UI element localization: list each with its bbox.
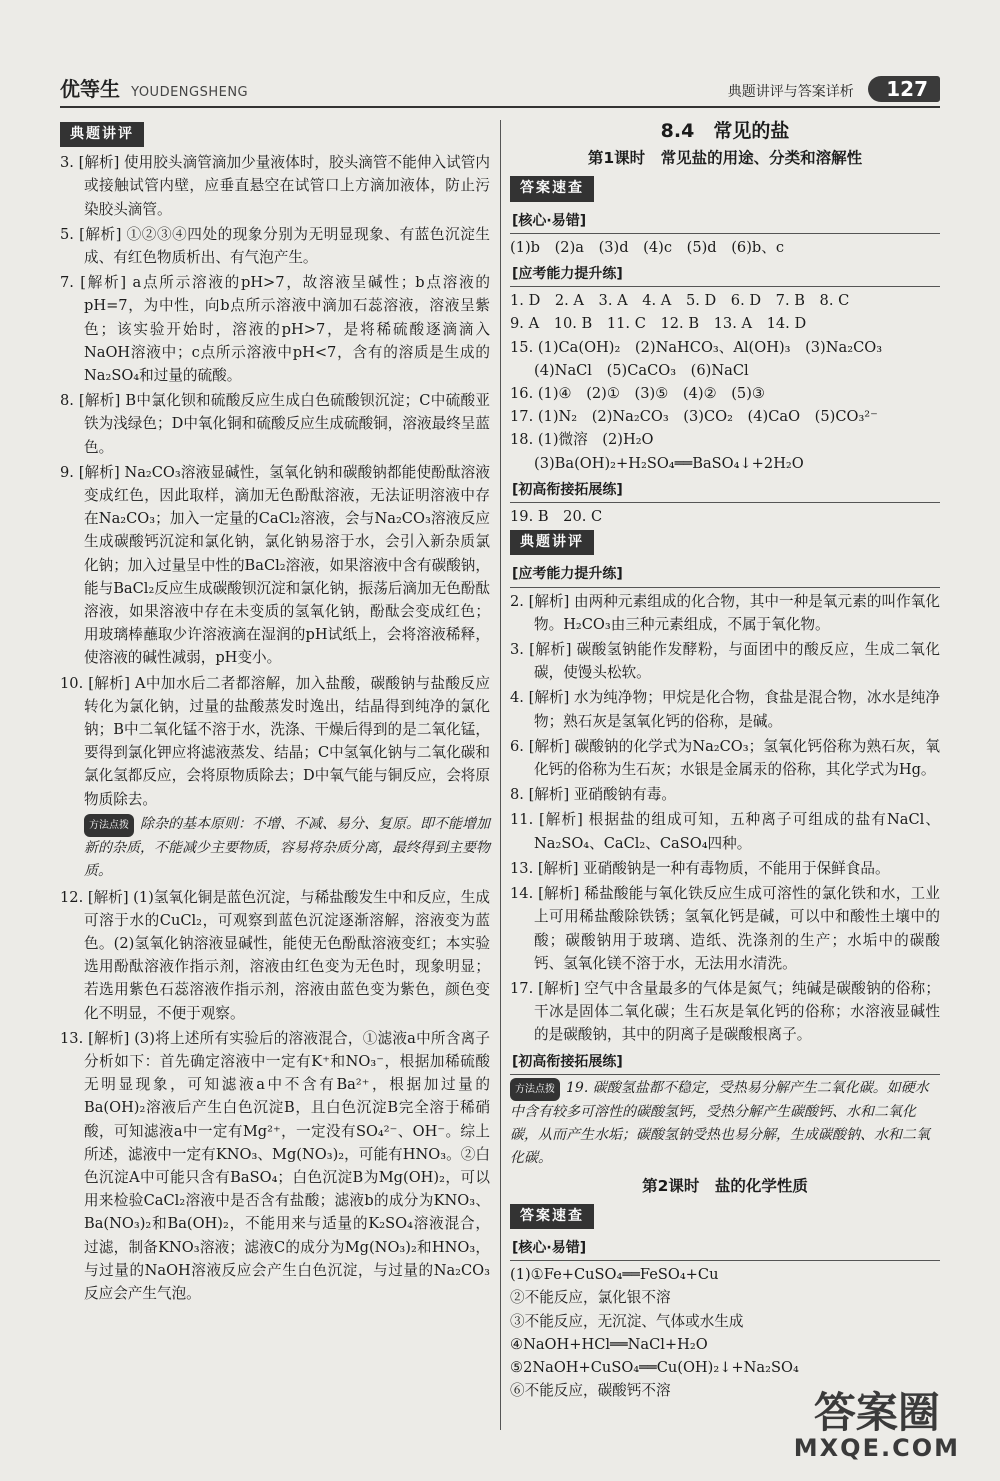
answer-line: ⑥不能反应，碳酸钙不溶 (510, 1382, 671, 1400)
analysis-item: 17. [解析] 空气中含量最多的气体是氮气；纯碱是碳酸钠的俗称；干冰是固体二氧化碳；生石灰是氧化钙的俗称；水溶液显碱性的是碳酸钠，其中的阴离子是碳酸根离子。 (510, 979, 940, 1044)
subheading-core: [核心·易错] (510, 210, 940, 234)
analysis-item: 10. [解析] A中加水后二者都溶解，加入盐酸，碳酸钠与盐酸反应转化为氯化钠，过量的盐酸蒸发时逸出，结晶得到纯净的氯化钠；B中二氧化锰不溶于水，洗涤、干燥后得到的是二氧化锰，要得到氯化钾应将滤液蒸发、结晶；C中氢氧化钠与二氧化碳和氯化氢都反应，会将原物质除去；D中氧气能与铜反应，会将原物质除去。 (60, 674, 490, 808)
section-tag-answers: 答案速查 (510, 176, 594, 201)
section-tag-answers: 答案速查 (510, 1204, 594, 1229)
analysis-item: 13. [解析] 亚硝酸钠是一种有毒物质，不能用于保鲜食品。 (510, 859, 890, 877)
section-tag-review: 典题讲评 (60, 122, 144, 147)
answer-line: 19. B 20. C (510, 508, 603, 526)
left-column (60, 120, 490, 1307)
answer-line: 18. (1)微溶 (2)H₂O (510, 431, 654, 449)
analysis-item: 8. [解析] 亚硝酸钠有毒。 (510, 786, 676, 804)
answer-line: 15. (1)Ca(OH)₂ (2)NaHCO₃、Al(OH)₃ (3)Na₂CO₃ (510, 338, 883, 356)
method-tip (60, 813, 490, 884)
brand (60, 73, 248, 102)
column-divider (500, 120, 501, 1430)
watermark-logo-text: 答案圈 (813, 1388, 940, 1437)
subheading-exam: [应考能力提升练] (510, 263, 940, 287)
right-column (510, 120, 940, 1402)
method-tip-badge: 方法点拨 (510, 1078, 560, 1101)
answer-line: ③不能反应，无沉淀、气体或水生成 (510, 1312, 744, 1330)
answer-line: 16. (1)④ (2)① (3)⑤ (4)② (5)③ (510, 385, 765, 403)
method-tip-text: 除杂的基本原则：不增、不减、易分、复原。即不能增加新的杂质，不能减少主要物质，容易将杂质分离，最终得到主要物质。 (84, 815, 490, 880)
header-right (728, 76, 940, 102)
answer-line: (4)NaCl (5)CaCO₃ (6)NaCl (534, 361, 749, 379)
header-title: 典题讲评与答案详析 (727, 84, 854, 100)
answer-line: ⑤2NaOH+CuSO₄══Cu(OH)₂↓+Na₂SO₄ (510, 1358, 799, 1376)
answer-line: ④NaOH+HCl══NaCl+H₂O (510, 1335, 708, 1353)
analysis-item: 2. [解析] 由两种元素组成的化合物，其中一种是氧元素的叫作氧化物。H₂CO₃由三种元素组成，不属于氧化物。 (510, 592, 940, 633)
answer-line: (1)b (2)a (3)d (4)c (5)d (6)b、c (510, 238, 785, 256)
watermark-logo (793, 1388, 960, 1462)
answer-line: (1)①Fe+CuSO₄══FeSO₄+Cu (510, 1266, 719, 1284)
method-tip-badge: 方法点拨 (84, 814, 134, 837)
analysis-item: 5. [解析] ①②③④四处的现象分别为无明显现象、有蓝色沉淀生成、有红色物质析出、有气泡产生。 (60, 225, 490, 267)
brand-cn: 优等生 (60, 77, 120, 101)
answer-line: 9. A 10. B 11. C 12. B 13. A 14. D (510, 315, 807, 333)
subheading-core: [核心·易错] (510, 1237, 940, 1261)
lesson-title: 第2课时 盐的化学性质 (642, 1176, 808, 1195)
analysis-item: 12. [解析] (1)氢氧化铜是蓝色沉淀，与稀盐酸发生中和反应，生成可溶于水的CuCl₂，可观察到蓝色沉淀逐渐溶解，溶液变为蓝色。(2)氢氧化钠溶液显碱性，能使无色酚酞溶液变红；本实验选用酚酞溶液作指示剂，溶液由红色变为无色时，现象明显；若选用紫色石蕊溶液作指示剂，溶液由蓝色变为紫色，颜色变化不明显，不便于观察。 (60, 888, 490, 1022)
method-tip-text: 19. 碳酸氢盐都不稳定，受热易分解产生二氧化碳。如硬水中含有较多可溶性的碳酸氢钙，受热分解产生碳酸钙、水和二氧化碳，从而产生水垢；碳酸氢钠受热也易分解，生成碳酸钠、水和二氧化碳。 (510, 1079, 930, 1167)
method-tip (510, 1077, 940, 1171)
analysis-item: 6. [解析] 碳酸钠的化学式为Na₂CO₃；氢氧化钙俗称为熟石灰，氧化钙的俗称为生石灰；水银是金属汞的俗称，其化学式为Hg。 (510, 737, 940, 779)
analysis-item: 11. [解析] 根据盐的组成可知，五种离子可组成的盐有NaCl、Na₂SO₄、CaCl₂、CaSO₄四种。 (510, 811, 940, 852)
section-tag-review: 典题讲评 (510, 530, 594, 555)
analysis-item: 3. [解析] 碳酸氢钠能作发酵粉，与面团中的酸反应，生成二氧化碳，使馒头松软。 (510, 641, 940, 682)
analysis-item: 9. [解析] Na₂CO₃溶液显碱性，氢氧化钠和碳酸钠都能使酚酞溶液变成红色，因此取样，滴加无色酚酞溶液，无法证明溶液中存在Na₂CO₃；加入一定量的CaCl₂溶液，会与Na₂CO₃溶液反应生成碳酸钙沉淀和氯化钠，氯化钠易溶于水，会引入新杂质氯化钠；加入过量呈中性的BaCl₂溶液，如果溶液中含有碳酸钠，能与BaCl₂反应生成碳酸钡沉淀和氯化钠，振荡后滴加无色酚酞溶液，如果溶液中存在未变质的氢氧化钠，酚酞会变成红色；用玻璃棒蘸取少许溶液滴在湿润的pH试纸上，会将溶液稀释，使溶液的碱性减弱，pH变小。 (60, 463, 490, 667)
page-number: 127 (868, 76, 940, 102)
subheading-exam: [应考能力提升练] (510, 563, 940, 587)
answer-line: 1. D 2. A 3. A 4. A 5. D 6. D 7. B 8. C (510, 292, 850, 310)
section-title: 8.4 常见的盐 (660, 120, 790, 142)
answer-line: 17. (1)N₂ (2)Na₂CO₃ (3)CO₂ (4)CaO (5)CO₃²⁻ (510, 408, 878, 426)
subheading-bridge: [初高衔接拓展练] (510, 479, 940, 503)
answer-line: (3)Ba(OH)₂+H₂SO₄══BaSO₄↓+2H₂O (534, 454, 804, 472)
answer-line: ②不能反应，氯化银不溶 (510, 1289, 671, 1307)
analysis-item: 14. [解析] 稀盐酸能与氧化铁反应生成可溶性的氯化铁和水，工业上可用稀盐酸除铁锈；氢氧化钙是碱，可以中和酸性土壤中的酸；碳酸钠用于玻璃、造纸、洗涤剂的生产；水垢中的碳酸钙、氢氧化镁不溶于水，无法用水清洗。 (510, 885, 940, 972)
analysis-item: 4. [解析] 水为纯净物；甲烷是化合物，食盐是混合物，冰水是纯净物；熟石灰是氢氧化钙的俗称，是碱。 (510, 689, 940, 730)
subheading-bridge: [初高衔接拓展练] (510, 1051, 940, 1075)
lesson-title: 第1课时 常见盐的用途、分类和溶解性 (587, 149, 863, 168)
watermark-site: MXQE.COM (793, 1434, 960, 1462)
analysis-item: 3. [解析] 使用胶头滴管滴加少量液体时，胶头滴管不能伸入试管内或接触试管内壁，应垂直悬空在试管口上方滴加液体，防止污染胶头滴管。 (60, 154, 490, 218)
analysis-item: 13. [解析] (3)将上述所有实验后的溶液混合，①滤液a中所含离子分析如下：首先确定溶液中一定有K⁺和NO₃⁻，根据加稀硫酸无明显现象，可知滤液a中不含有Ba²⁺，根据加过量的Ba(OH)₂溶液后产生白色沉淀B，且白色沉淀B完全溶于稀硝酸，可知滤液a中一定有Mg²⁺，一定没有SO₄²⁻、OH⁻。综上所述，滤液中一定有KNO₃、Mg(NO₃)₂，可能有HNO₃。②白色沉淀A中可能只含有BaSO₄；白色沉淀B为Mg(OH)₂，可以用来检验CaCl₂溶液中是否含有盐酸；滤液b的成分为KNO₃、Ba(NO₃)₂和Ba(OH)₂，不能用来与适量的K₂SO₄溶液混合，过滤，制备KNO₃溶液；滤液C的成分为Mg(NO₃)₂和HNO₃，与过量的NaOH溶液反应会产生白色沉淀，与过量的Na₂CO₃反应会产生气泡。 (60, 1029, 490, 1302)
brand-en: YOUDENGSHENG (131, 85, 249, 100)
analysis-item: 7. [解析] a点所示溶液的pH>7，故溶液呈碱性；b点溶液的pH=7，为中性，向b点所示溶液中滴加石蕊溶液，溶液呈紫色；该实验开始时，溶液的pH>7，是将稀硫酸逐滴滴入NaOH溶液中；c点所示溶液中pH<7，含有的溶质是生成的Na₂SO₄和过量的硫酸。 (60, 274, 490, 385)
page-header (60, 72, 940, 108)
analysis-item: 8. [解析] B中氯化钡和硫酸反应生成白色硫酸钡沉淀；C中硫酸亚铁为浅绿色；D中氧化铜和硫酸反应生成硫酸铜，溶液最终呈蓝色。 (60, 392, 490, 456)
